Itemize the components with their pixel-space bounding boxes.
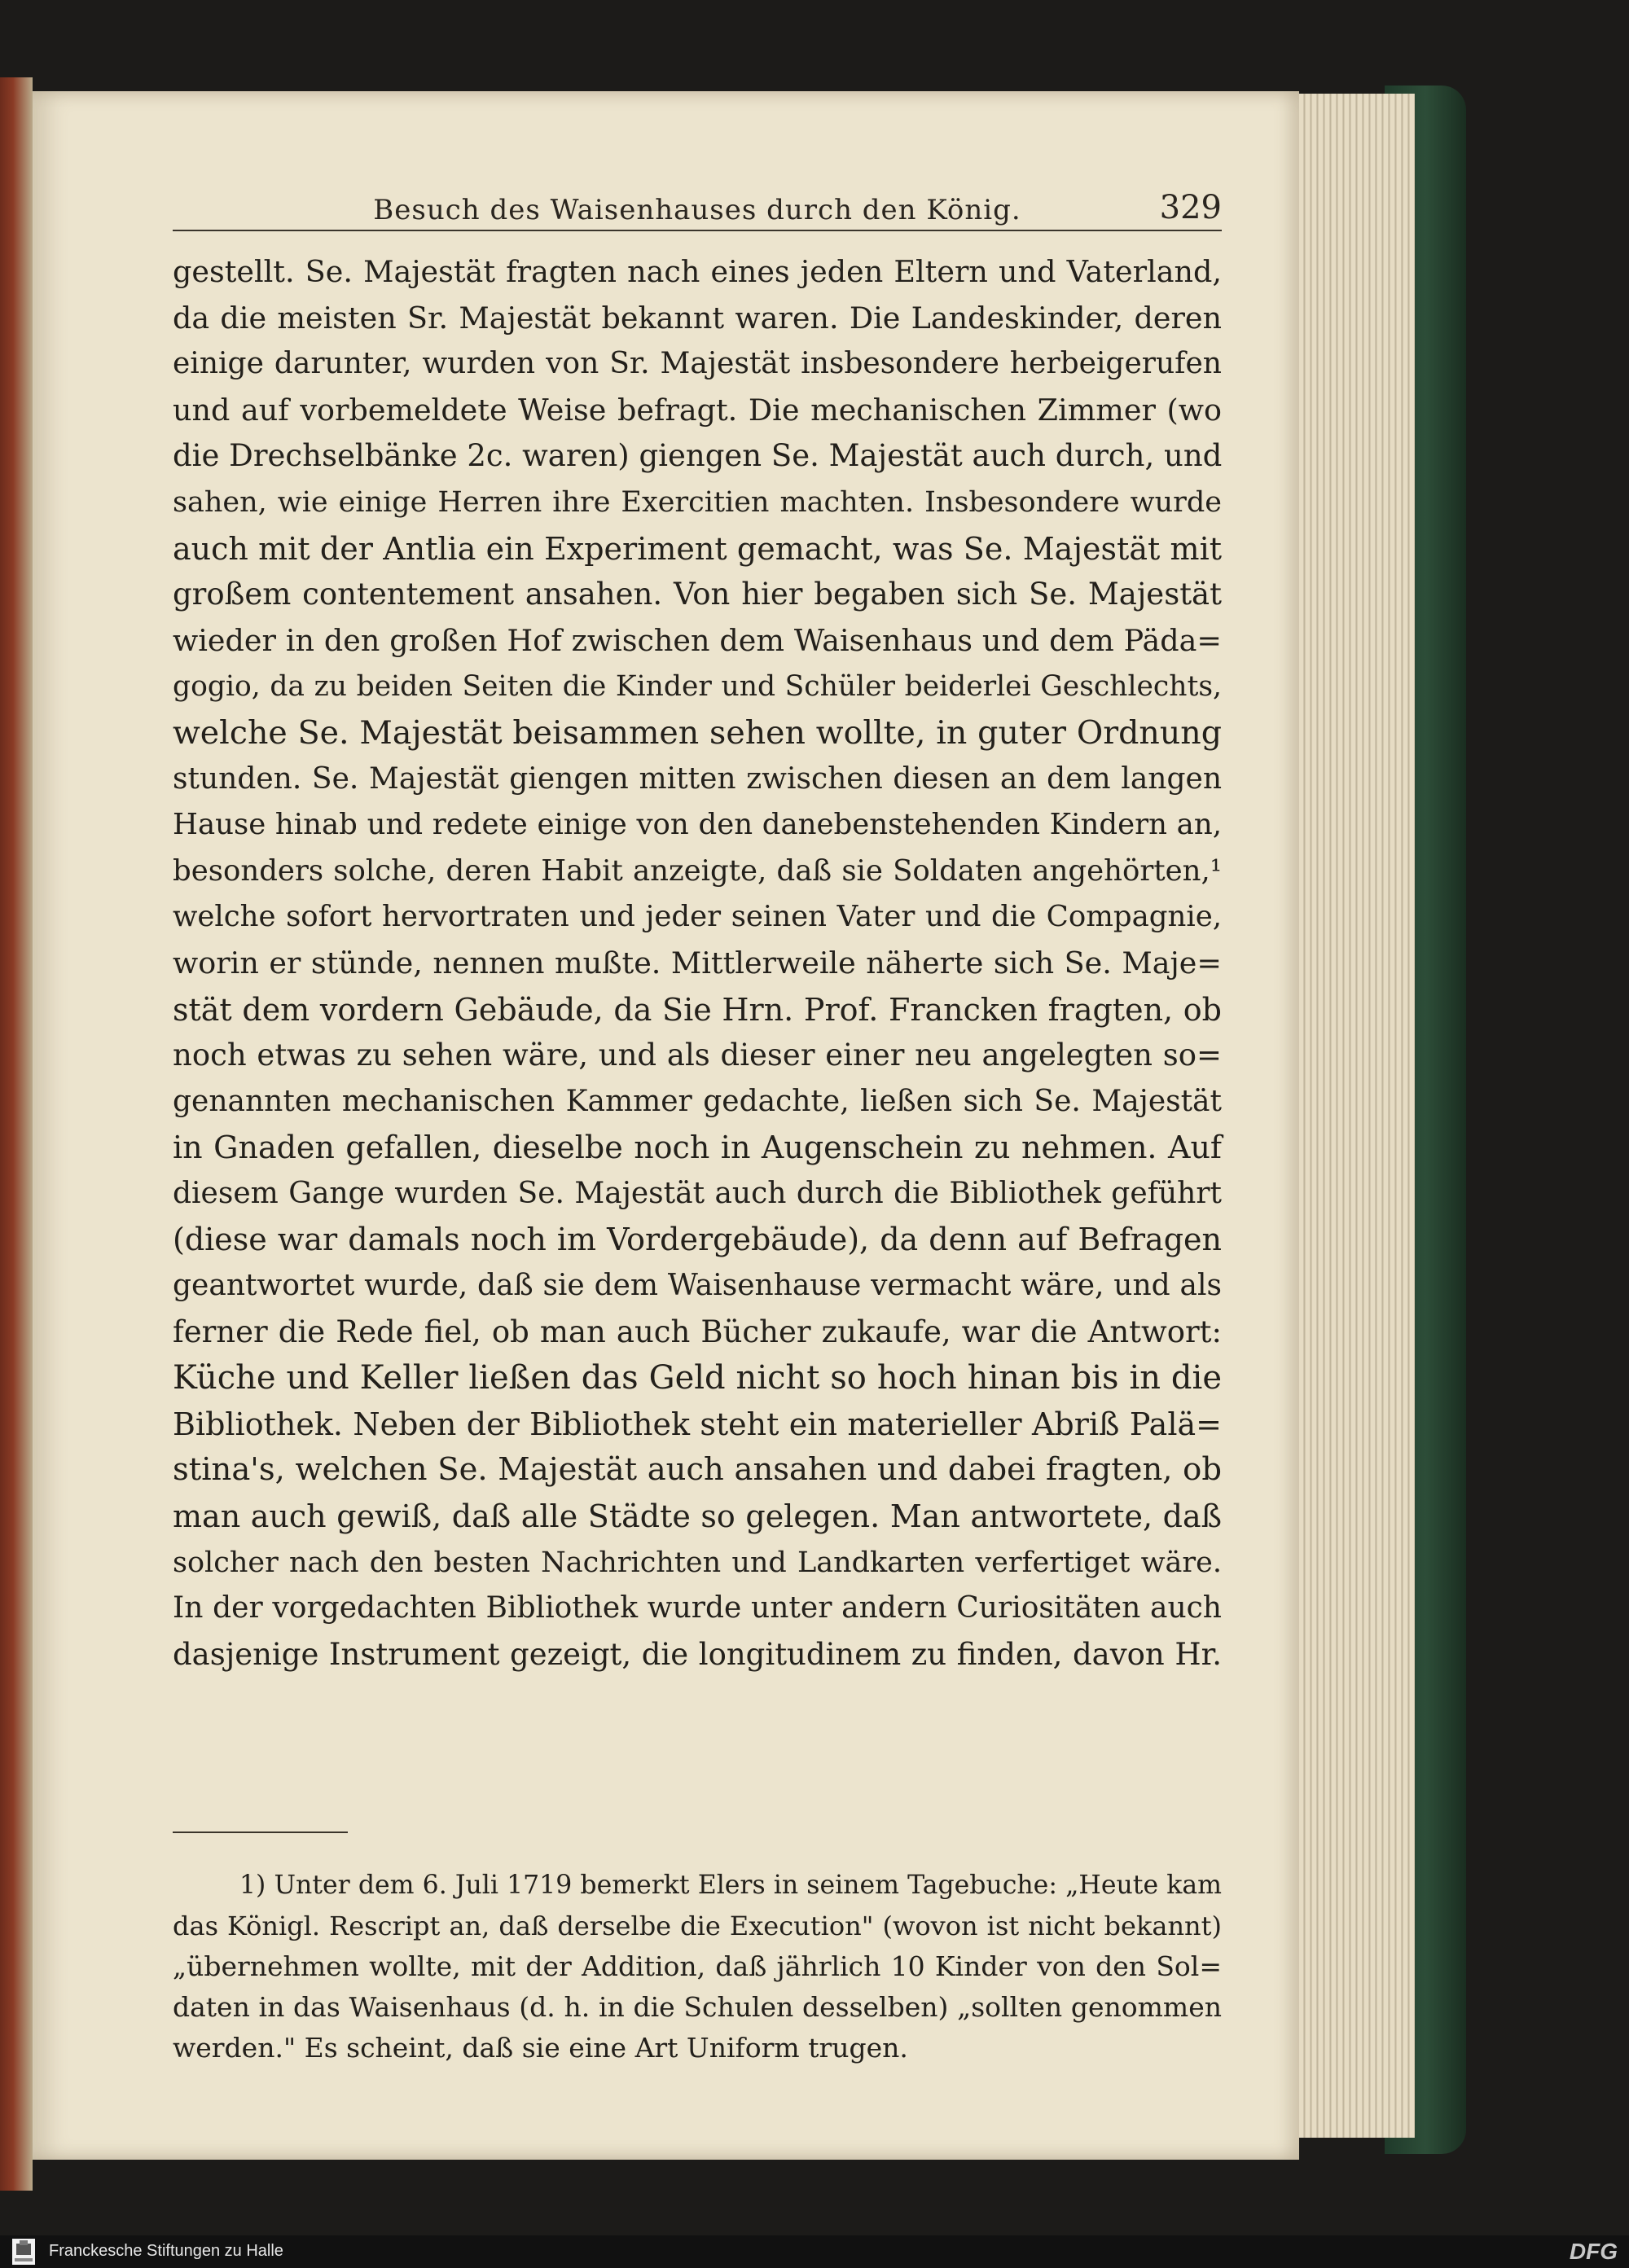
text-line: sahen, wie einige Herren ihre Exercitien machten. Insbesondere wurde [173,485,1222,519]
dfg-logo: DFG [1569,2239,1618,2264]
running-head [173,189,1222,231]
text-line: großem contentement ansahen. Von hier begaben sich Se. Majestät [173,577,1222,612]
page-title: Besuch des Waisenhauses durch den König. [373,194,1021,226]
text-line: Bibliothek. Neben der Bibliothek steht ein materieller Abriß Palä= [173,1406,1222,1442]
text-line: wieder in den großen Hof zwischen dem Waisenhaus und dem Päda= [173,622,1222,658]
footnote-line: werden." Es scheint, daß sie eine Art Uniform trugen. [173,2032,908,2064]
text-line: diesem Gange wurden Se. Majestät auch durch die Bibliothek geführt [173,1176,1222,1210]
main-text [173,249,1222,1678]
footnote-line: „übernehmen wollte, mit der Addition, daß jährlich 10 Kinder von den Sol= [173,1950,1222,1982]
institution-name: Franckesche Stiftungen zu Halle [49,2242,283,2260]
institution-logo-icon [10,2237,37,2266]
text-line: man auch gewiß, daß alle Städte so gelegen. Man antwortete, daß [173,1498,1222,1535]
text-line: Hause hinab und redete einige von den danebenstehenden Kindern an, [173,808,1222,842]
text-line: einige darunter, wurden von Sr. Majestät insbesondere herbeigerufen [173,347,1222,381]
text-line: stät dem vordern Gebäude, da Sie Hrn. Prof. Francken fragten, ob [173,991,1222,1028]
page-stack-edges [1291,94,1415,2138]
text-line: worin er stünde, nennen mußte. Mittlerweile näherte sich Se. Maje= [173,945,1222,980]
text-line: solcher nach den besten Nachrichten und Landkarten verfertiget wäre. [173,1546,1222,1579]
footnote-line: daten in das Waisenhaus (d. h. in die Schulen desselben) „sollten genommen [173,1991,1222,2023]
text-line: da die meisten Sr. Majestät bekannt waren. Die Landeskinder, deren [173,300,1222,336]
text-line: (diese war damals noch im Vordergebäude), da denn auf Befragen [173,1222,1222,1258]
book-cover-left [0,77,33,2191]
text-line: ferner die Rede fiel, ob man auch Bücher zukaufe, war die Antwort: [173,1314,1222,1349]
book-page [33,91,1299,2160]
footnotes [173,1865,1222,2068]
text-line: die Drechselbänke 2c. waren) giengen Se. Majestät auch durch, und [173,438,1223,474]
text-line: welche Se. Majestät beisammen sehen wollte, in guter Ordnung [173,713,1222,752]
viewer-footer [0,2235,1629,2268]
text-line: In der vorgedachten Bibliothek wurde unter andern Curiositäten auch [173,1591,1222,1625]
text-line: stunden. Se. Majestät giengen mitten zwischen diesen an dem langen [173,761,1222,796]
text-line: auch mit der Antlia ein Experiment gemacht, was Se. Majestät mit [173,530,1222,567]
text-line: genannten mechanischen Kammer gedachte, ließen sich Se. Majestät [173,1084,1222,1118]
footnote-rule [173,1832,348,1833]
text-line: gogio, da zu beiden Seiten die Kinder und Schüler beiderlei Geschlechts, [173,670,1222,704]
text-line: gestellt. Se. Majestät fragten nach eines jeden Eltern und Vaterland, [173,254,1222,289]
text-line: Küche und Keller ließen das Geld nicht so hoch hinan bis in die [173,1359,1222,1397]
page-number: 329 [1159,189,1222,226]
text-line: geantwortet wurde, daß sie dem Waisenhause vermacht wäre, und als [173,1269,1222,1303]
footnote-line: das Königl. Rescript an, daß derselbe die Execution" (wovon ist nicht bekannt) [173,1910,1222,1941]
text-line: noch etwas zu sehen wäre, und als dieser einer neu angelegten so= [173,1037,1222,1073]
text-line: welche sofort hervortraten und jeder seinen Vater und die Compagnie, [173,900,1222,934]
text-line: und auf vorbemeldete Weise befragt. Die mechanischen Zimmer (wo [173,392,1222,428]
text-line: besonders solche, deren Habit anzeigte, daß sie Soldaten angehörten,¹ [173,853,1222,888]
footnote-line: 1) Unter dem 6. Juli 1719 bemerkt Elers in seinem Tagebuche: „Heute kam [239,1871,1222,1900]
text-line: stina's, welchen Se. Majestät auch ansahen und dabei fragten, ob [173,1451,1222,1489]
text-line: dasjenige Instrument gezeigt, die longitudinem zu finden, davon Hr. [173,1636,1222,1672]
text-line: in Gnaden gefallen, dieselbe noch in Augenschein zu nehmen. Auf [173,1130,1222,1166]
